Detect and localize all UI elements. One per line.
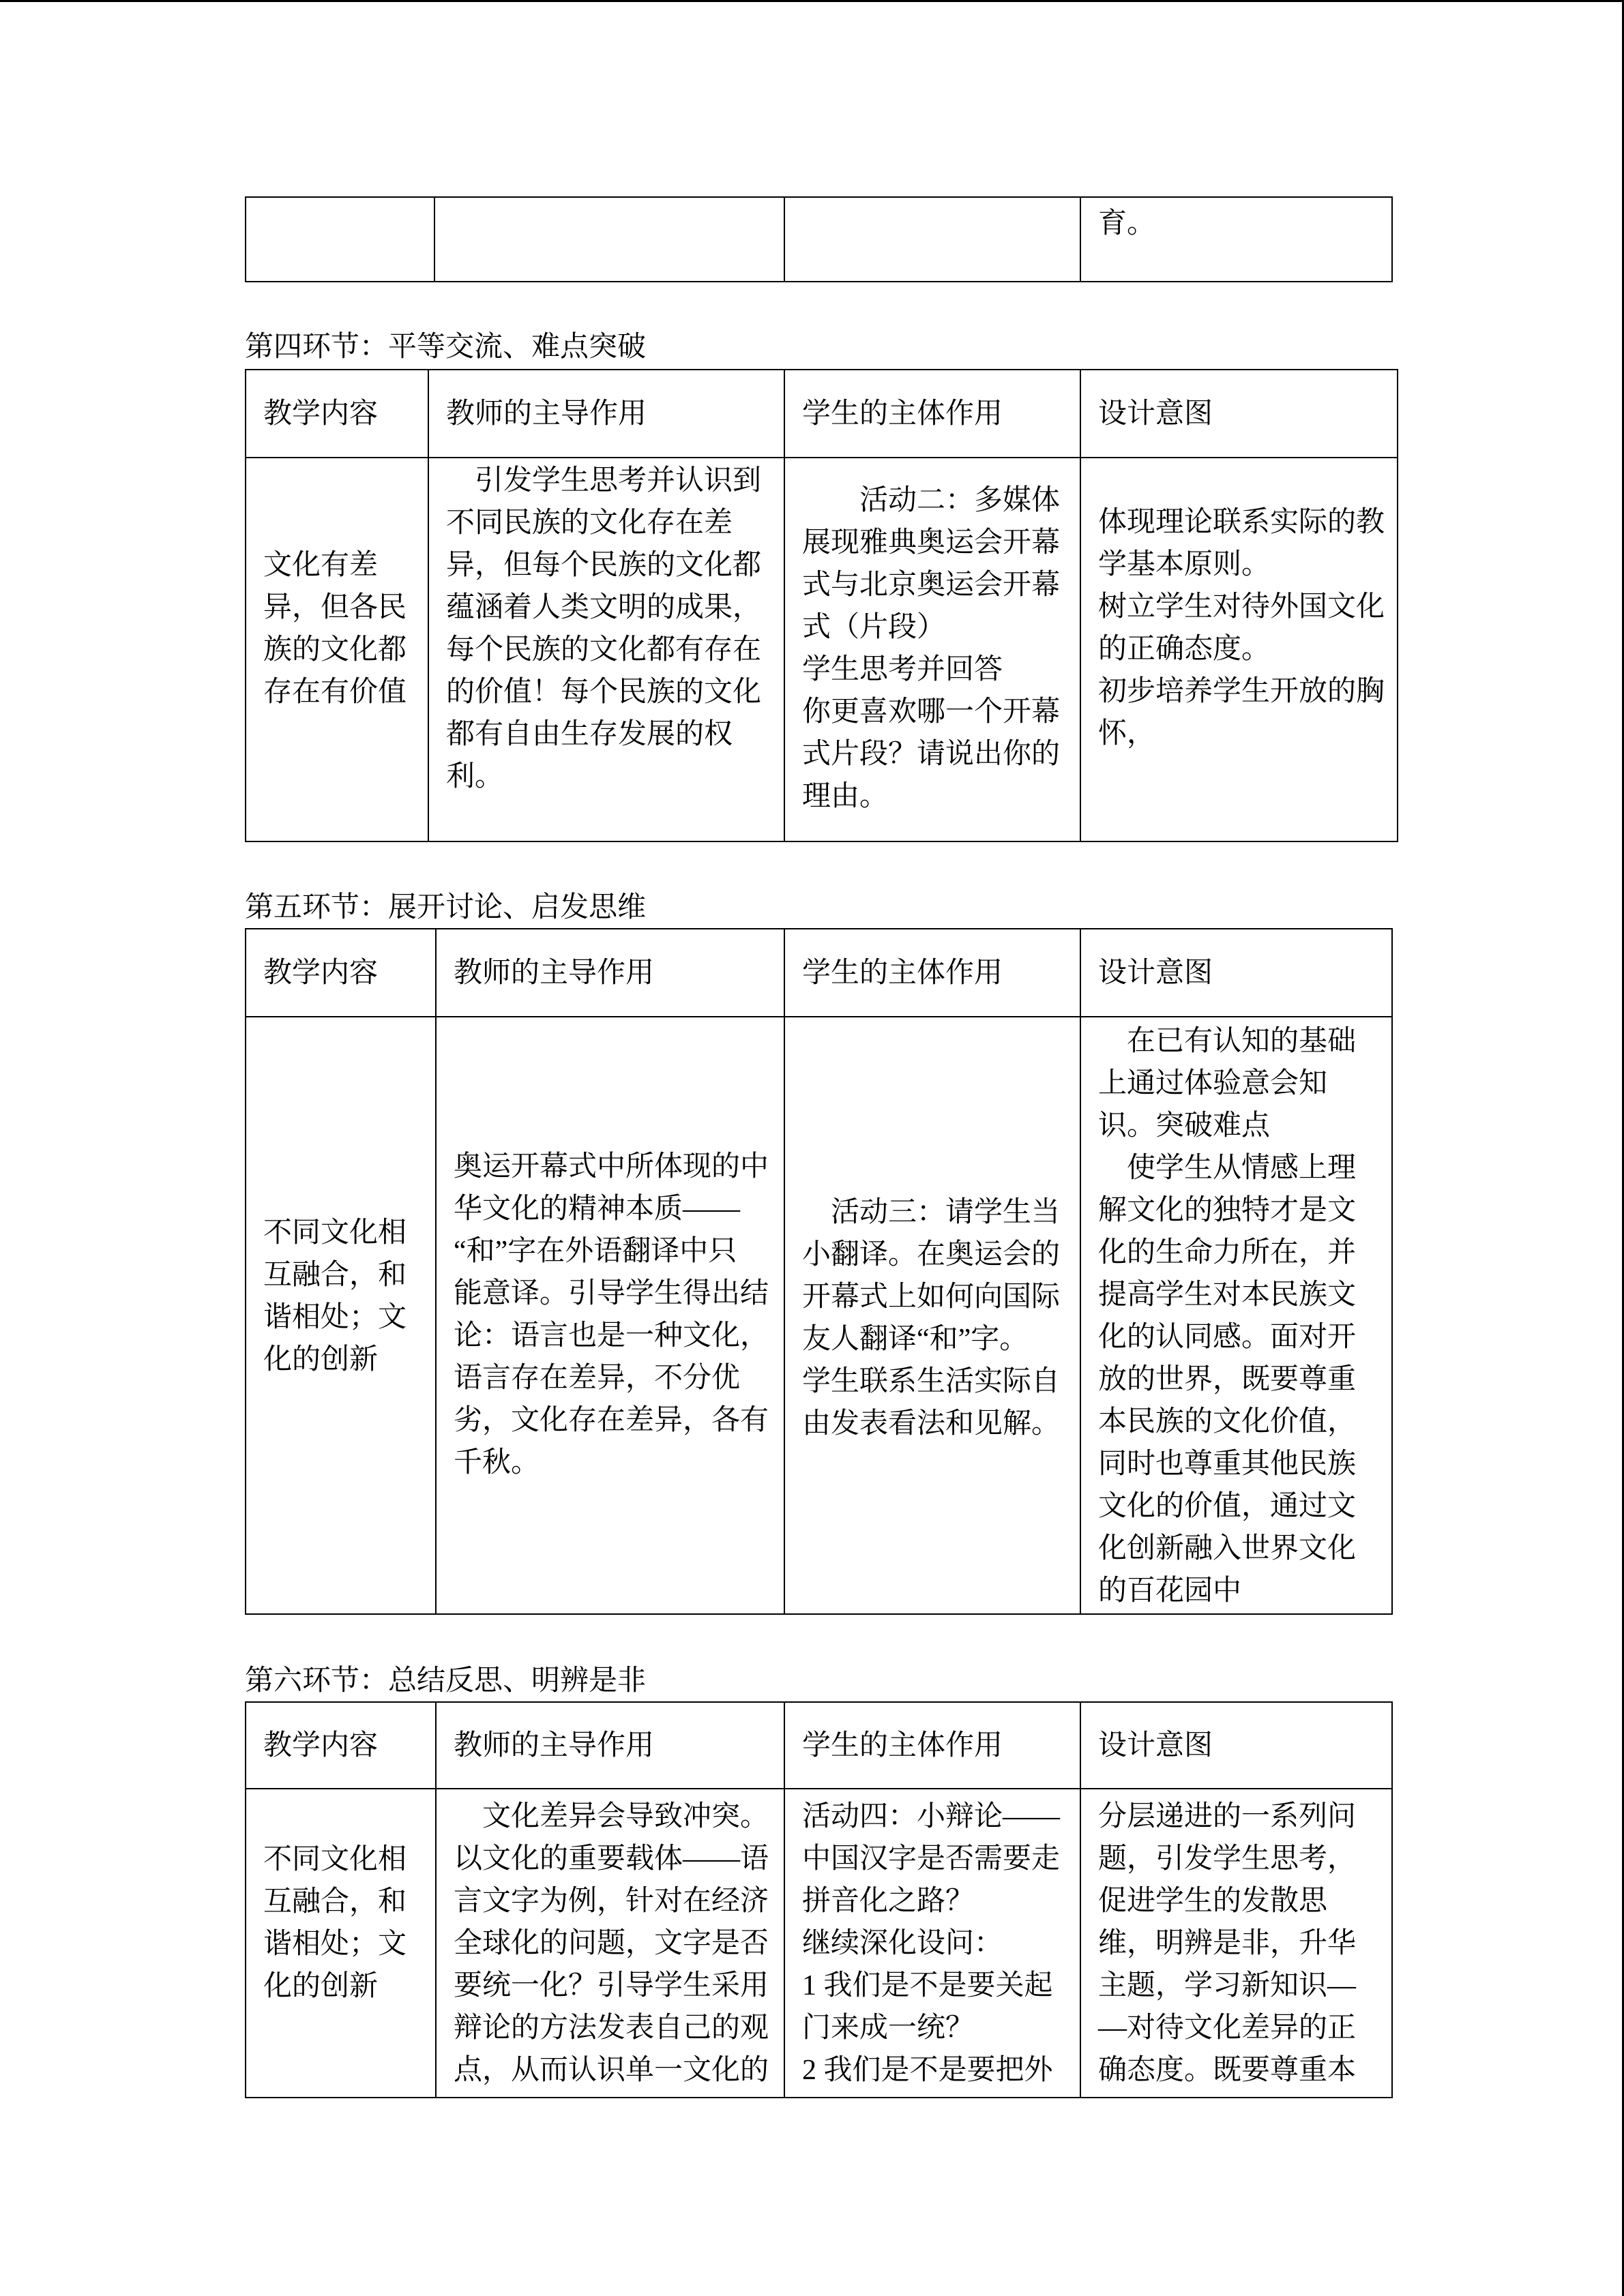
text-line: 化的创新 <box>263 1971 379 2002</box>
text-line: 题，引发学生思考， <box>1098 1843 1357 1875</box>
content-cell <box>246 458 429 842</box>
text-line: 式（片段） <box>802 612 946 643</box>
text-line: 论：语言也是一种文化， <box>454 1320 769 1352</box>
text-line: 放的世界，既要尊重 <box>1098 1364 1357 1395</box>
text-line: 活动二：多媒体 <box>859 485 1061 516</box>
text-line: 学生联系生活实际自 <box>802 1366 1061 1397</box>
text-line: 劣，文化存在差异，各有 <box>454 1405 769 1436</box>
text-line: 化的创新 <box>263 1344 379 1375</box>
text-line: 由发表看法和见解。 <box>802 1408 1061 1440</box>
text-line: 化创新融入世界文化 <box>1098 1533 1357 1564</box>
text-line: 理由。 <box>802 781 889 812</box>
student-role-cell <box>785 458 1081 842</box>
content-cell <box>246 1017 437 1615</box>
text-line: 以文化的重要载体——语 <box>454 1843 769 1875</box>
column-header-teacher-role: 教师的主导作用 <box>429 370 785 458</box>
section-heading: 第四环节：平等交流、难点突破 <box>245 331 647 363</box>
text-line: 奥运开幕式中所体现的中 <box>454 1151 769 1182</box>
column-header-teacher-role: 教师的主导作用 <box>437 929 785 1017</box>
text-line: 你更喜欢哪一个开幕 <box>802 696 1061 728</box>
text-line: 蕴涵着人类文明的成果， <box>446 592 762 623</box>
teacher-role-cell <box>429 458 785 842</box>
column-header-student-role: 学生的主体作用 <box>785 929 1081 1017</box>
text-line: 树立学生对待外国文化 <box>1098 591 1385 623</box>
column-header-design-intent: 设计意图 <box>1081 929 1393 1017</box>
lesson-table-section-4 <box>245 369 1398 842</box>
text-line: 上通过体验意会知 <box>1098 1068 1328 1099</box>
text-line: 式与北京奥运会开幕 <box>802 569 1061 601</box>
teacher-role-cell <box>435 198 785 282</box>
text-line: 友人翻译“和”字。 <box>802 1324 1029 1355</box>
text-line: 互融合，和 <box>263 1886 407 1918</box>
student-role-cell <box>785 1789 1081 2098</box>
text-line: 门来成一统？ <box>802 2012 975 2044</box>
text-line: 的价值！每个民族的文化 <box>446 676 762 708</box>
text-line: 在已有认知的基础 <box>1127 1026 1357 1057</box>
teacher-role-cell <box>437 1017 785 1615</box>
text-line: 确态度。既要尊重本 <box>1098 2055 1357 2086</box>
continued-lesson-table <box>245 196 1393 282</box>
text-line: 言文字为例，针对在经济 <box>454 1885 769 1917</box>
text-line: 提高学生对本民族文 <box>1098 1279 1357 1311</box>
column-header-student-role: 学生的主体作用 <box>785 1703 1081 1789</box>
text-line: 本民族的文化价值， <box>1098 1406 1357 1437</box>
section-heading: 第六环节：总结反思、明辨是非 <box>245 1665 647 1697</box>
text-line: 式片段？请说出你的 <box>802 739 1061 770</box>
content-cell <box>246 1789 437 2098</box>
lesson-table-section-6 <box>245 1701 1393 2098</box>
text-line: 互融合，和 <box>263 1259 407 1291</box>
text-line: 不同文化相 <box>263 1217 407 1249</box>
text-line: 都有自由生存发展的权 <box>446 719 733 750</box>
text-line: 使学生从情感上理 <box>1127 1152 1357 1184</box>
text-line: 开幕式上如何向国际 <box>802 1281 1061 1313</box>
text-line: 不同文化相 <box>263 1844 407 1875</box>
text-line: 辩论的方法发表自己的观 <box>454 2012 769 2044</box>
section-heading: 第五环节：展开讨论、启发思维 <box>245 892 647 923</box>
text-line: 怀， <box>1098 718 1156 749</box>
text-line: 千秋。 <box>454 1447 540 1478</box>
text-line: 谐相处；文 <box>263 1302 407 1333</box>
content-cell <box>246 198 435 282</box>
text-line: “和”字在外语翻译中只 <box>454 1236 737 1267</box>
text-line: 活动四：小辩论—— <box>802 1801 1061 1832</box>
design-intent-cell <box>1081 198 1393 282</box>
lesson-table-section-5 <box>245 928 1393 1615</box>
text-line: 展现雅典奥运会开幕 <box>802 527 1061 558</box>
design-intent-cell <box>1081 1789 1393 2098</box>
text-line: 同时也尊重其他民族 <box>1098 1448 1357 1480</box>
text-line: 的正确态度。 <box>1098 633 1271 665</box>
teacher-role-cell <box>437 1789 785 2098</box>
text-line: 的百花园中 <box>1098 1575 1242 1607</box>
column-header-student-role: 学生的主体作用 <box>785 370 1081 458</box>
column-header-content: 教学内容 <box>246 370 429 458</box>
text-line: 解文化的独特才是文 <box>1098 1195 1357 1226</box>
text-line: 点，从而认识单一文化的 <box>454 2055 769 2086</box>
text-line: 语言存在差异，不分优 <box>454 1362 741 1394</box>
text-line: 1 我们是不是要关起 <box>802 1970 1053 2001</box>
text-line: 能意译。引导学生得出结 <box>454 1278 769 1309</box>
text-line: 化的认同感。面对开 <box>1098 1322 1357 1353</box>
text-line: 异，但各民 <box>263 592 407 623</box>
text-line: 主题，学习新知识— <box>1098 1970 1357 2001</box>
text-line: 文化有差 <box>263 550 379 581</box>
text-line: 初步培养学生开放的胸 <box>1098 676 1385 707</box>
text-line: 每个民族的文化都有存在 <box>446 634 762 666</box>
text-line: 引发学生思考并认识到 <box>475 465 762 496</box>
text-line: 维，明辨是非，升华 <box>1098 1928 1357 1959</box>
column-header-content: 教学内容 <box>246 929 437 1017</box>
text-line: 文化的价值，通过文 <box>1098 1491 1357 1522</box>
column-header-content: 教学内容 <box>246 1703 437 1789</box>
text-line: 文化差异会导致冲突。 <box>482 1801 769 1832</box>
text-line: 拼音化之路？ <box>802 1885 975 1917</box>
text-line: 华文化的精神本质—— <box>454 1193 741 1225</box>
text-line: 体现理论联系实际的教 <box>1098 507 1385 538</box>
text-line: 2 我们是不是要把外 <box>802 2055 1053 2086</box>
text-line: 不同民族的文化存在差 <box>446 507 733 539</box>
text-line: 小翻译。在奥运会的 <box>802 1239 1061 1270</box>
text-line: 识。突破难点 <box>1098 1110 1271 1142</box>
column-header-design-intent: 设计意图 <box>1081 1703 1393 1789</box>
text-line: 育。 <box>1098 208 1156 239</box>
text-line: 继续深化设问： <box>802 1928 1003 1959</box>
design-intent-cell <box>1081 1017 1393 1615</box>
text-line: 学生思考并回答 <box>802 654 1003 685</box>
text-line: 学基本原则。 <box>1098 549 1271 580</box>
text-line: 要统一化？引导学生采用 <box>454 1970 769 2001</box>
text-line: 促进学生的发散思 <box>1098 1885 1328 1917</box>
student-role-cell <box>785 198 1081 282</box>
text-line: 中国汉字是否需要走 <box>802 1843 1061 1875</box>
text-line: 利。 <box>446 761 504 792</box>
text-line: 谐相处；文 <box>263 1928 407 1960</box>
text-line: —对待文化差异的正 <box>1098 2012 1357 2044</box>
text-line: 活动三：请学生当 <box>831 1197 1061 1228</box>
column-header-design-intent: 设计意图 <box>1081 370 1398 458</box>
text-line: 存在有价值 <box>263 676 407 708</box>
column-header-teacher-role: 教师的主导作用 <box>437 1703 785 1789</box>
student-role-cell <box>785 1017 1081 1615</box>
text-line: 族的文化都 <box>263 634 407 666</box>
text-line: 分层递进的一系列问 <box>1098 1801 1357 1832</box>
design-intent-cell <box>1081 458 1398 842</box>
text-line: 全球化的问题，文字是否 <box>454 1928 769 1959</box>
text-line: 化的生命力所在，并 <box>1098 1237 1357 1268</box>
text-line: 异，但每个民族的文化都 <box>446 550 762 581</box>
